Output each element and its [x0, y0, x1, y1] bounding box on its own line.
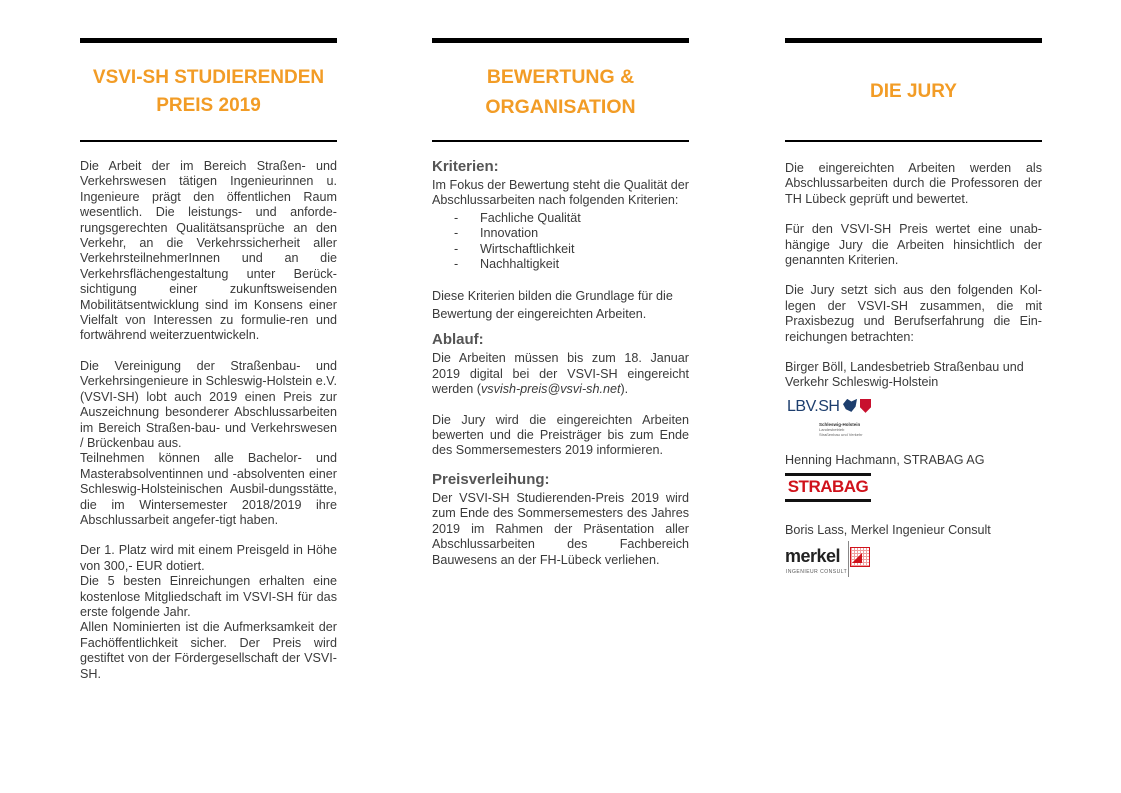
- column-body: [785, 161, 1042, 577]
- column-body: [432, 158, 689, 568]
- section-heading-kriterien: Kriterien:: [432, 158, 499, 175]
- column-preis: [80, 38, 337, 682]
- column-bewertung: [432, 38, 689, 568]
- merkel-logo: merkel INGENIEUR CONSULT: [785, 541, 1042, 577]
- paragraph: Die Vereinigung der Straßenbau- und Verkehrsingenieure in Schleswig-Holstein e.V. (VSVI-SH) lobt auch 2019 einen Preis zur Auszeichnung besonderer Abschlussarbeiten im Bereich Straßen-bau- und Verkehrswesen / Brückenbau aus.: [80, 358, 337, 450]
- paragraph: Der VSVI-SH Studierenden-Preis 2019 wird zum Ende des Sommersemesters des Jahres 2019 im Rahmen der Präsentation aller Abschlussarbeiten des Fachbereich Bauwesens an der FH-Lübeck verliehen.: [432, 490, 689, 567]
- strabag-logo: STRABAG: [785, 473, 871, 503]
- paragraph: Im Fokus der Bewertung steht die Qualität der Abschlussarbeiten nach folgenden Kriterien:: [432, 178, 689, 208]
- paragraph: Teilnehmen können alle Bachelor- und Masterabsolventinnen und -absolventen einer Schleswig-Holsteinischen Ausbil-dungsstätte, die im Wintersemester 2018/2019 ihre Abschlussarbeit angefer-tigt haben.: [80, 451, 337, 527]
- paragraph: Die 5 besten Einreichungen erhalten eine kostenlose Mitgliedschaft im VSVI-SH für das erste folgende Jahr.: [80, 574, 337, 619]
- criteria-list: [432, 211, 689, 273]
- column-title: BEWERTUNG & ORGANISATION: [485, 65, 636, 118]
- paragraph: Für den VSVI-SH Preis wertet eine unab-hängige Jury die Arbeiten hinsichtlich der genannten Kriterien.: [785, 222, 1042, 268]
- lion-crest-icon: [843, 399, 857, 412]
- paragraph: Die Jury setzt sich aus den folgenden Kol-legen der VSVI-SH zusammen, die mit Praxisbezug und Berufserfahrung die Ein-reichungen betrachten:: [785, 283, 1042, 344]
- paragraph: Der 1. Platz wird mit einem Preisgeld in Höhe von 300,- EUR dotiert.: [80, 543, 337, 573]
- shield-icon: [860, 399, 871, 413]
- list-item: - Fachliche Qualität: [454, 210, 581, 225]
- jury-member: Boris Lass, Merkel Ingenieur Consult: [785, 523, 991, 538]
- paragraph: Die Arbeiten müssen bis zum 18. Januar 2019 digital bei der VSVI-SH eingereicht werden (vsvish-preis@vsvi-sh.net).: [432, 351, 689, 397]
- list-item: - Innovation: [454, 226, 539, 241]
- column-title: DIE JURY: [870, 80, 957, 102]
- paragraph: Die Jury wird die eingereichten Arbeiten bewerten und die Preisträger bis zum Ende des Sommersemesters 2019 informieren.: [432, 412, 689, 458]
- list-item: - Wirtschaftlichkeit: [454, 241, 575, 256]
- section-heading-ablauf: Ablauf:: [432, 331, 484, 349]
- grid-square-icon: [850, 547, 870, 567]
- divider-mark: [848, 541, 849, 577]
- divider: [432, 140, 689, 142]
- list-item: - Nachhaltigkeit: [454, 257, 560, 272]
- email-link[interactable]: vsvish-preis@vsvi-sh.net: [481, 382, 621, 397]
- lbv-sh-logo: LBV.SH Schleswig-Holstein Landesbetrieb Straßenbau und Verkehr: [785, 397, 1042, 435]
- column-title: VSVI-SH STUDIERENDEN PREIS 2019: [92, 66, 325, 116]
- paragraph: Die Arbeit der im Bereich Straßen- und Verkehrswesen tätigen Ingenieurinnen u. Ingenieure prägt den öffentlichen Raum wesentlich. Die leistungs- und anforde-rungsgerechten Qualitätsansprüche an den Verkehr, an die Verkehrssicherheit aller VerkehrsteilnehmerInnen und an die Verkehrsflächengestaltung unter Berück-sichtigung einer zukunftsweisenden Mobilitätsentwicklung sind im Konsens einer Vielfalt von Interessen zu formulie-ren und fortwährend weiterzuentwickeln.: [80, 159, 337, 343]
- divider: [80, 140, 337, 142]
- column-body: [80, 159, 337, 682]
- paragraph: Die eingereichten Arbeiten werden als Abschlussarbeiten durch die Professoren der TH Lübeck geprüft und bewertet.: [785, 161, 1042, 206]
- divider: [785, 140, 1042, 142]
- paragraph: Allen Nominierten ist die Aufmerksamkeit der Fachöffentlichkeit sicher. Der Preis wird gestiftet von der Fördergesellschaft der VSVI-SH.: [80, 620, 337, 681]
- section-heading-preisverleihung: Preisverleihung:: [432, 470, 550, 488]
- paragraph: Diese Kriterien bilden die Grundlage für die Bewertung der eingereichten Arbeiten.: [432, 289, 673, 322]
- jury-member: Henning Hachmann, STRABAG AG: [785, 452, 985, 467]
- jury-member: Birger Böll, Landesbetrieb Straßenbau und Verkehr Schleswig-Holstein: [785, 360, 1024, 390]
- column-jury: [785, 38, 1042, 577]
